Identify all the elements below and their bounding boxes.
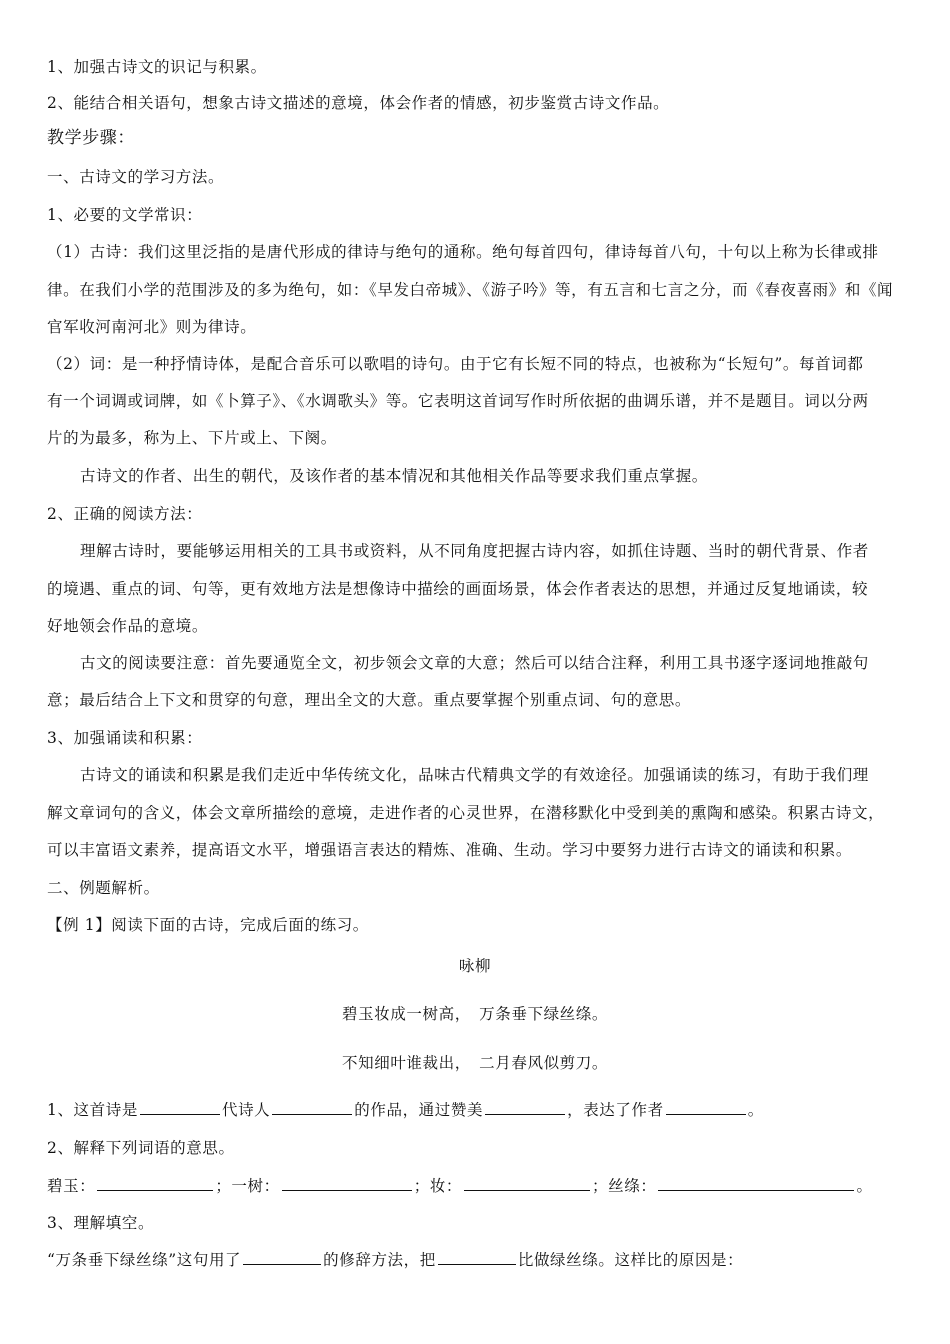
question-1-text-e: 。 [747,1101,764,1119]
poem-definition-line-3: 官军收河南河北》则为律诗。 [47,318,257,336]
answer-blank-rhetoric[interactable] [243,1250,321,1265]
recite-line-3: 可以丰富语文素养，提高语文水平，增强语言表达的精炼、准确、生动。学习中要努力进行古诗文的诵读和积累。 [47,841,853,859]
question-1 [47,1100,764,1120]
ci-definition-line-1: （2）词：是一种抒情诗体，是配合音乐可以歌唱的诗句。由于它有长短不同的特点，也被称为“长短句”。每首词都 [47,355,864,373]
subsection-3-title: 3、加强诵读和积累： [47,729,203,747]
example-intro: 【例 1】阅读下面的古诗，完成后面的练习。 [47,916,369,934]
reading-poem-line-2: 的境遇、重点的词、句等，更有效地方法是想像诗中描绘的画面场景，体会作者表达的思想，并通过反复地诵读，较 [47,580,869,598]
answer-blank-zhuang[interactable] [464,1176,590,1191]
reading-poem-line-3: 好地领会作品的意境。 [47,617,209,635]
poem-line-2: 不知细叶谁裁出， 二月春风似剪刀。 [342,1054,608,1072]
question-2-end: 。 [856,1177,873,1195]
reading-poem-line-1: 理解古诗时，要能够运用相关的工具书或资料，从不同角度把握古诗内容，如抓住诗题、当时的朝代背景、作者 [80,542,869,560]
subsection-1-title: 1、必要的文学常识： [47,206,203,224]
answer-blank-compared[interactable] [438,1250,516,1265]
question-3-title: 3、理解填空。 [47,1214,155,1232]
answer-blank-biyu[interactable] [97,1176,213,1191]
reading-prose-line-2: 意；最后结合上下文和贯穿的句意，理出全文的大意。重点要掌握个别重点词、句的意思。 [47,691,692,709]
poem-title: 咏柳 [458,957,492,975]
reading-prose-line-1: 古文的阅读要注意：首先要通览全文，初步领会文章的大意；然后可以结合注释，利用工具书逐字逐词地推敲句 [80,654,869,672]
objective-1: 1、加强古诗文的识记与积累。 [47,58,267,76]
word-biyu: 碧玉： [47,1177,96,1195]
question-3-text-a: “万条垂下绿丝绦”这句用了 [47,1251,242,1269]
question-3 [47,1250,743,1270]
answer-blank-dynasty[interactable] [140,1100,220,1115]
section-2-title: 二、例题解析。 [47,879,160,897]
word-zhuang: ；妆： [413,1177,463,1195]
poem-definition-line-1: （1）古诗：我们这里泛指的是唐代形成的律诗与绝句的通称。绝句每首四句，律诗每首八句，十句以上称为长律或排 [47,243,879,261]
question-1-text-b: 代诗人 [221,1101,271,1119]
answer-blank-emotion[interactable] [666,1100,746,1115]
author-note: 古诗文的作者、出生的朝代，及该作者的基本情况和其他相关作品等要求我们重点掌握。 [80,467,708,485]
question-3-text-c: 比做绿丝绦。这样比的原因是： [517,1251,744,1269]
section-1-title: 一、古诗文的学习方法。 [47,168,225,186]
question-2-title: 2、解释下列词语的意思。 [47,1139,235,1157]
ci-definition-line-2: 有一个词调或词牌，如《卜算子》、《水调歌头》等。它表明这首词写作时所依据的曲调乐谱，并不是题目。词以分两 [47,392,869,410]
recite-line-2: 解文章词句的含义，体会文章所描绘的意境，走进作者的心灵世界，在潜移默化中受到美的熏陶和感染。积累古诗文， [47,804,885,822]
answer-blank-sitao[interactable] [658,1176,854,1191]
steps-heading: 教学步骤： [47,128,135,148]
question-3-text-b: 的修辞方法，把 [323,1251,436,1269]
word-sitao: ；丝绦： [592,1177,657,1195]
recite-line-1: 古诗文的诵读和积累是我们走近中华传统文化，品味古代精典文学的有效途径。加强诵读的练习，有助于我们理 [80,766,869,784]
question-1-text-d: ，表达了作者 [567,1101,664,1119]
poem-definition-line-2: 律。在我们小学的范围涉及的多为绝句，如：《早发白帝城》、《游子吟》等，有五言和七言之分，而《春夜喜雨》和《闻 [47,281,894,299]
subsection-2-title: 2、正确的阅读方法： [47,505,203,523]
question-2 [47,1176,873,1196]
answer-blank-poet[interactable] [272,1100,352,1115]
question-1-text-c: 的作品，通过赞美 [354,1101,484,1119]
objective-2: 2、能结合相关语句，想象古诗文描述的意境，体会作者的情感，初步鉴赏古诗文作品。 [47,94,670,112]
question-1-text-a: 1、这首诗是 [47,1101,138,1119]
ci-definition-line-3: 片的为最多，称为上、下片或上、下阕。 [47,429,337,447]
answer-blank-praise[interactable] [485,1100,565,1115]
answer-blank-yishu[interactable] [282,1176,412,1191]
word-yishu: ；一树： [215,1177,280,1195]
poem-line-1: 碧玉妆成一树高， 万条垂下绿丝绦。 [342,1005,608,1023]
